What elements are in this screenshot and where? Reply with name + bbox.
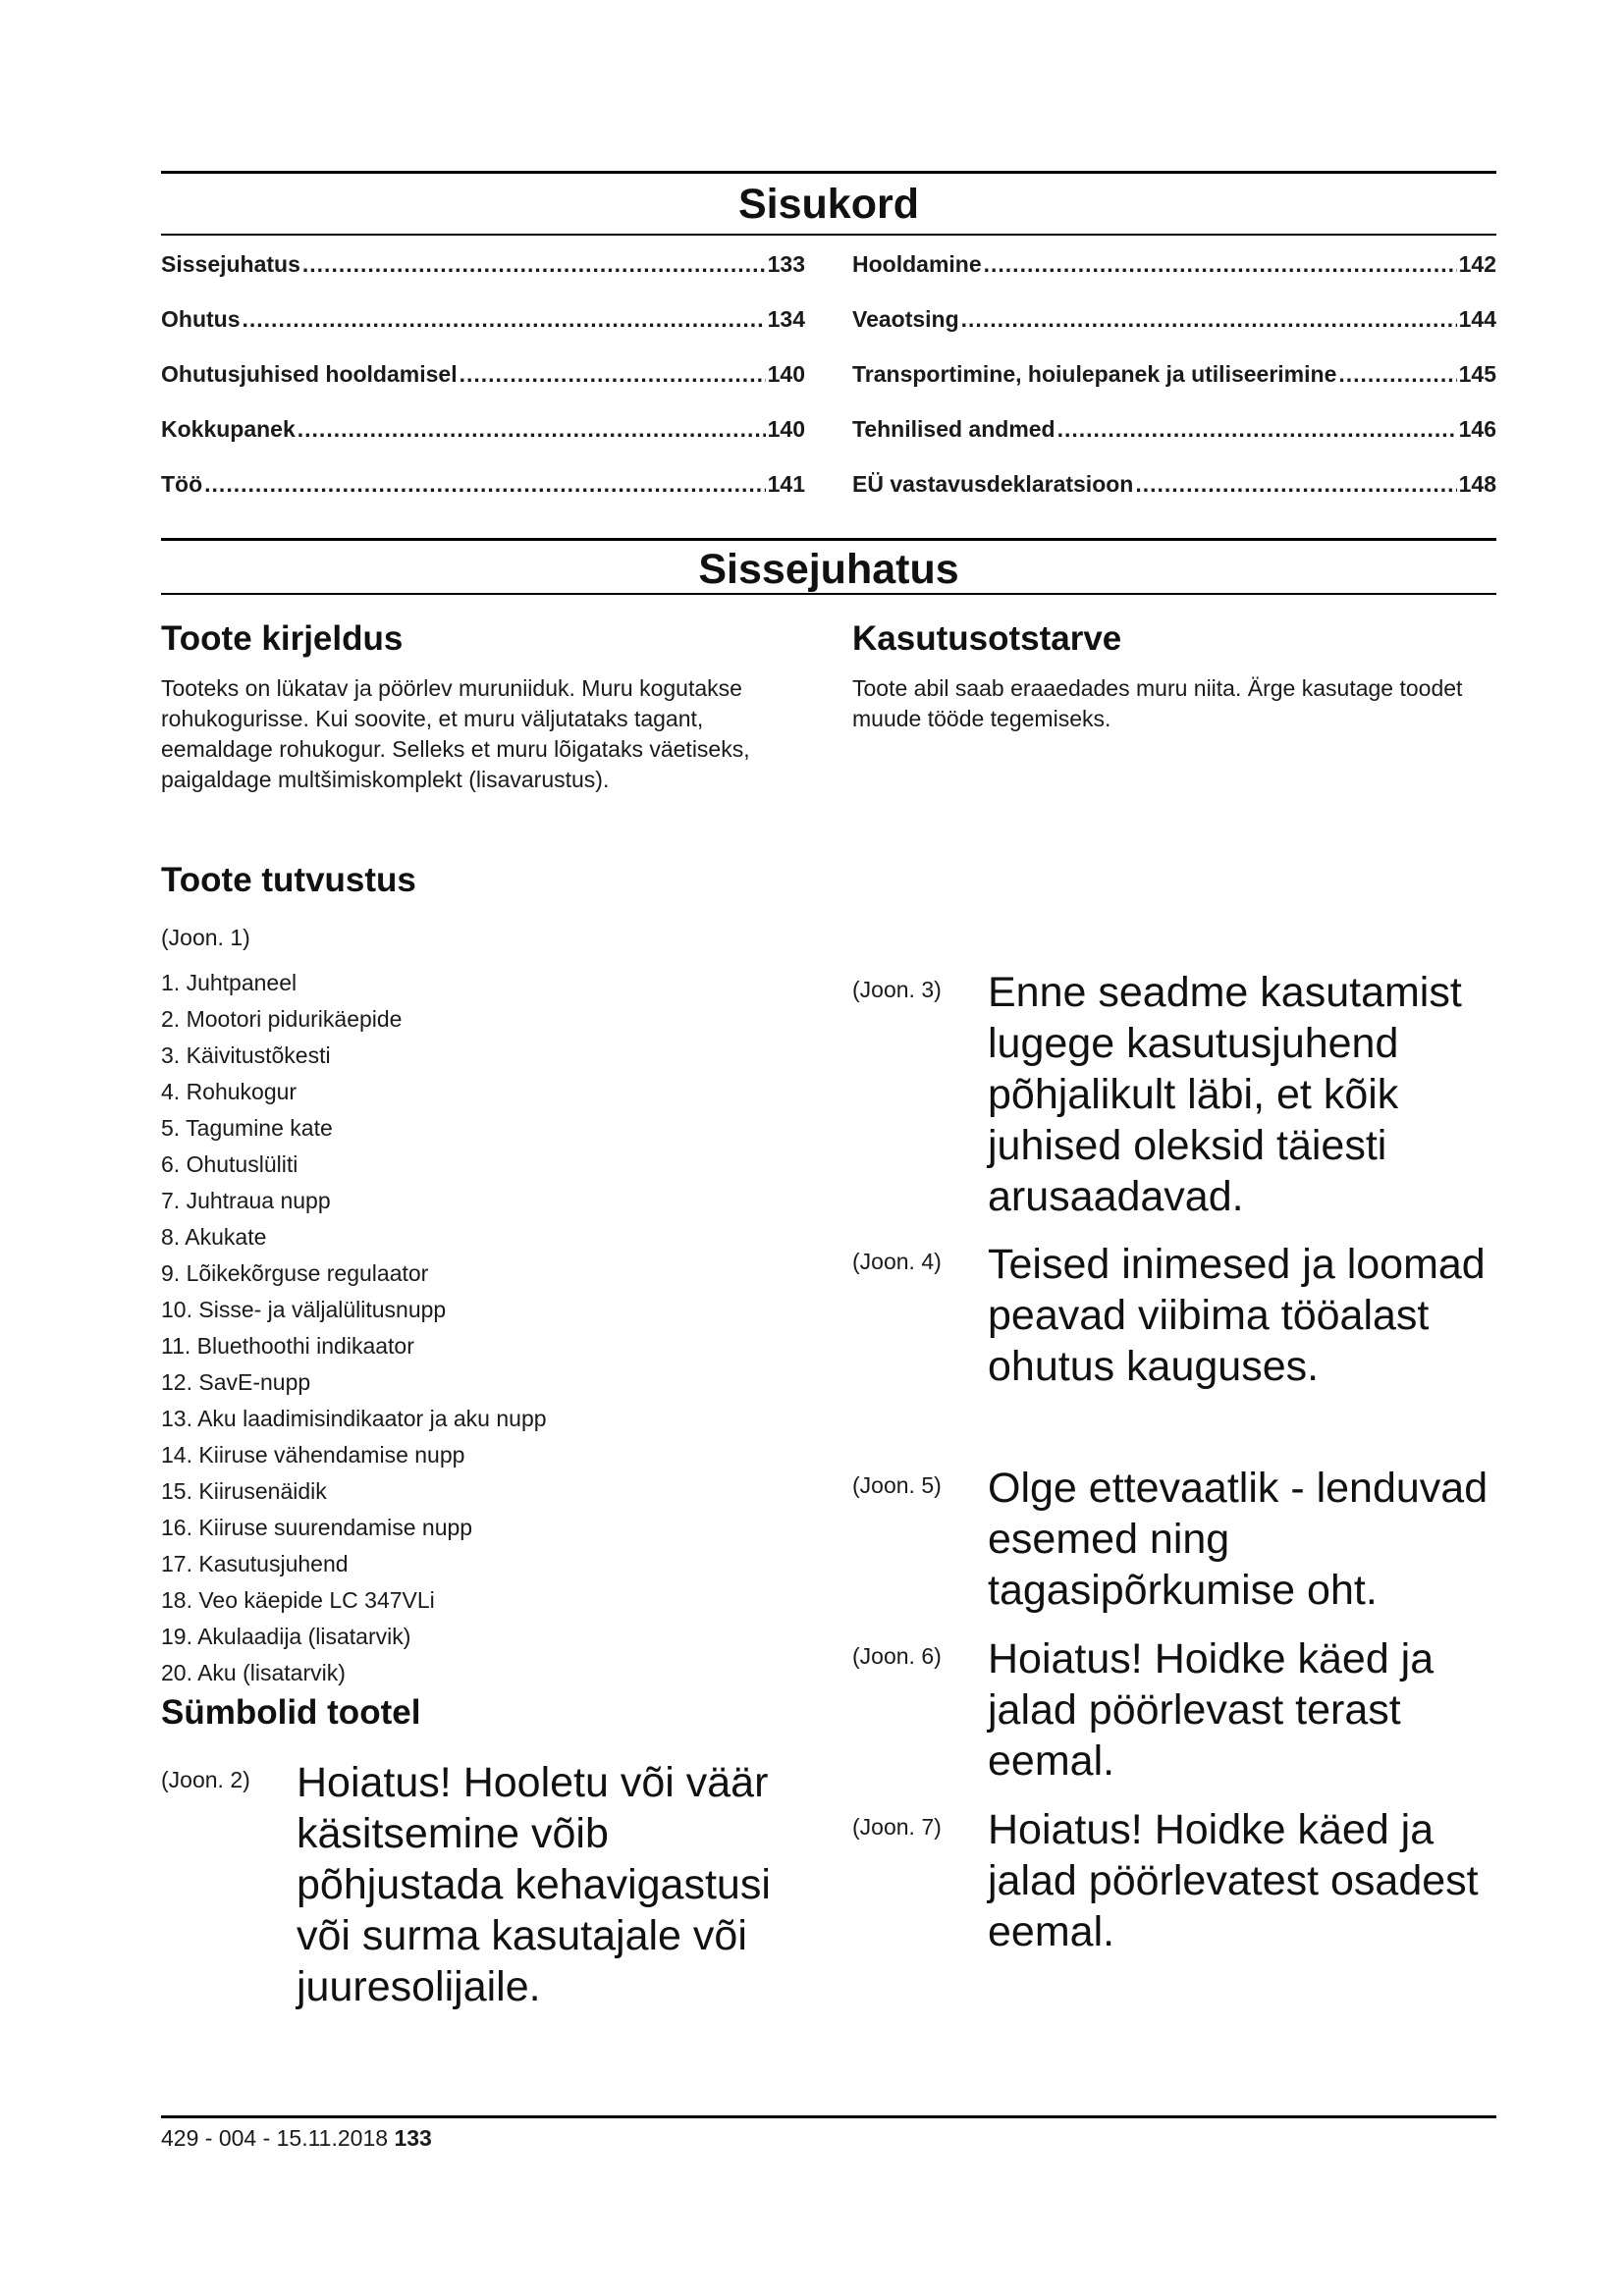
toc-entry[interactable] — [852, 361, 1496, 416]
toc-entry-page: 141 — [767, 471, 805, 497]
toc-entry-label: Hooldamine — [852, 251, 982, 277]
toc-entry-page: 140 — [767, 416, 805, 442]
symbol-text: Hoiatus! Hoidke käed ja jalad pöörlevatest osadest eemal. — [988, 1806, 1479, 1955]
toc-entry-label: Kokkupanek — [161, 416, 296, 442]
toc-entry-page: 134 — [767, 306, 805, 332]
overview-heading: Toote tutvustus — [161, 861, 416, 899]
toc-left-column — [161, 251, 805, 526]
description-heading: Toote kirjeldus — [161, 619, 404, 658]
toc-title-rule — [161, 234, 1496, 236]
footer-rule — [161, 2115, 1496, 2118]
toc-leader-dots — [302, 251, 766, 278]
symbol-item — [852, 1804, 1500, 1957]
toc-entry[interactable] — [161, 251, 805, 306]
toc-entry-label: Töö — [161, 471, 203, 497]
symbol-text: Hoiatus! Hoidke käed ja jalad pöörlevast terast eemal. — [988, 1635, 1435, 1785]
toc-entry-label: Veaotsing — [852, 306, 959, 332]
list-item: 18. Veo käepide LC 347VLi — [161, 1587, 435, 1613]
toc-right-column — [852, 251, 1496, 526]
symbol-item — [852, 967, 1500, 1222]
symbol-text: Olge ettevaatlik - lenduvad esemed ning tagasipõrkumise oht. — [988, 1465, 1489, 1614]
intended-use-heading: Kasutusotstarve — [852, 619, 1122, 658]
list-item: 16. Kiiruse suurendamise nupp — [161, 1515, 473, 1540]
toc-entry-label: Sissejuhatus — [161, 251, 300, 277]
symbol-item — [852, 1633, 1500, 1787]
list-item: 9. Lõikekõrguse regulaator — [161, 1260, 429, 1286]
list-item: 4. Rohukogur — [161, 1079, 298, 1104]
list-item: 14. Kiiruse vähendamise nupp — [161, 1442, 465, 1468]
intro-title-rule — [161, 593, 1496, 595]
symbol-item — [161, 1757, 809, 2012]
overview-figure-ref: (Joon. 1) — [161, 925, 250, 950]
toc-entry[interactable] — [161, 306, 805, 361]
toc-leader-dots — [243, 306, 766, 333]
toc-entry-label: Transportimine, hoiulepanek ja utiliseerimine — [852, 361, 1337, 387]
symbol-ref: (Joon. 3) — [852, 977, 942, 1002]
toc-leader-dots — [1057, 416, 1457, 443]
toc-entry-label: Ohutusjuhised hooldamisel — [161, 361, 458, 387]
list-item: 13. Aku laadimisindikaator ja aku nupp — [161, 1406, 547, 1431]
toc-entry[interactable] — [852, 306, 1496, 361]
toc-entry-page: 140 — [767, 361, 805, 387]
list-item: 5. Tagumine kate — [161, 1115, 333, 1141]
toc-leader-dots — [1338, 361, 1456, 388]
toc-leader-dots — [460, 361, 766, 388]
symbol-text: Teised inimesed ja loomad peavad viibima tööalast ohutus kauguses. — [988, 1241, 1486, 1390]
toc-entry[interactable] — [852, 251, 1496, 306]
footer-page-number: 133 — [394, 2125, 432, 2151]
list-item: 7. Juhtraua nupp — [161, 1188, 331, 1213]
symbol-ref: (Joon. 2) — [161, 1767, 250, 1792]
symbol-ref: (Joon. 4) — [852, 1249, 942, 1274]
toc-entry[interactable] — [161, 361, 805, 416]
toc-leader-dots — [984, 251, 1457, 278]
toc-entry[interactable] — [161, 471, 805, 526]
toc-entry[interactable] — [852, 416, 1496, 471]
toc-entry[interactable] — [161, 416, 805, 471]
toc-entry[interactable] — [852, 471, 1496, 526]
list-item: 10. Sisse- ja väljalülitusnupp — [161, 1297, 447, 1322]
list-item: 20. Aku (lisatarvik) — [161, 1660, 346, 1685]
list-item: 1. Juhtpaneel — [161, 970, 298, 995]
toc-leader-dots — [1135, 471, 1456, 498]
intro-title: Sissejuhatus — [698, 546, 959, 593]
list-item: 15. Kiirusenäidik — [161, 1478, 327, 1504]
toc-leader-dots — [961, 306, 1457, 333]
list-item: 17. Kasutusjuhend — [161, 1551, 349, 1576]
parts-list — [161, 968, 547, 1694]
list-item: 11. Bluethoothi indikaator — [161, 1333, 414, 1359]
toc-entry-page: 146 — [1458, 416, 1496, 442]
symbol-item — [852, 1239, 1500, 1392]
list-item: 8. Akukate — [161, 1224, 267, 1250]
symbol-text: Hoiatus! Hooletu või väär käsitsemine võib põhjustada kehavigastusi või surma kasutajale või juuresolijaile. — [297, 1759, 771, 2010]
toc-leader-dots — [204, 471, 765, 498]
symbol-item — [852, 1463, 1500, 1616]
toc-entry-page: 148 — [1458, 471, 1496, 497]
page-footer — [161, 2123, 432, 2153]
toc-entry-label: Tehnilised andmed — [852, 416, 1056, 442]
toc-entry-page: 145 — [1458, 361, 1496, 387]
toc-entry-page: 142 — [1458, 251, 1496, 277]
list-item: 6. Ohutuslüliti — [161, 1151, 298, 1177]
toc-entry-page: 144 — [1458, 306, 1496, 332]
toc-leader-dots — [298, 416, 766, 443]
toc-top-rule — [161, 171, 1496, 174]
symbol-text: Enne seadme kasutamist lugege kasutusjuhend põhjalikult läbi, et kõik juhised oleksid täiesti arusaadavad. — [988, 969, 1462, 1220]
symbol-ref: (Joon. 7) — [852, 1814, 942, 1840]
toc-entry-page: 133 — [767, 251, 805, 277]
list-item: 19. Akulaadija (lisatarvik) — [161, 1624, 411, 1649]
symbol-ref: (Joon. 6) — [852, 1643, 942, 1669]
toc-title: Sisukord — [738, 181, 919, 228]
description-text: Tooteks on lükatav ja pöörlev muruniiduk. Muru kogutakse rohukogurisse. Kui soovite, et muru väljutataks tagant, eemaldage rohukogur. Selleks et muru lõigataks väetiseks, paigaldage multšimiskomplekt (lisavarustus). — [161, 675, 750, 792]
list-item: 3. Käivitustõkesti — [161, 1042, 331, 1068]
symbols-heading: Sümbolid tootel — [161, 1693, 421, 1732]
toc-entry-label: Ohutus — [161, 306, 241, 332]
footer-doc-code: 429 - 004 - 15.11.2018 — [161, 2125, 389, 2151]
list-item: 2. Mootori pidurikäepide — [161, 1006, 403, 1032]
intended-use-text: Toote abil saab eraaedades muru niita. Ärge kasutage toodet muude tööde tegemiseks. — [852, 675, 1463, 731]
symbol-ref: (Joon. 5) — [852, 1472, 942, 1498]
intro-top-rule — [161, 538, 1496, 541]
list-item: 12. SavE-nupp — [161, 1369, 311, 1395]
toc-entry-label: EÜ vastavusdeklaratsioon — [852, 471, 1134, 497]
